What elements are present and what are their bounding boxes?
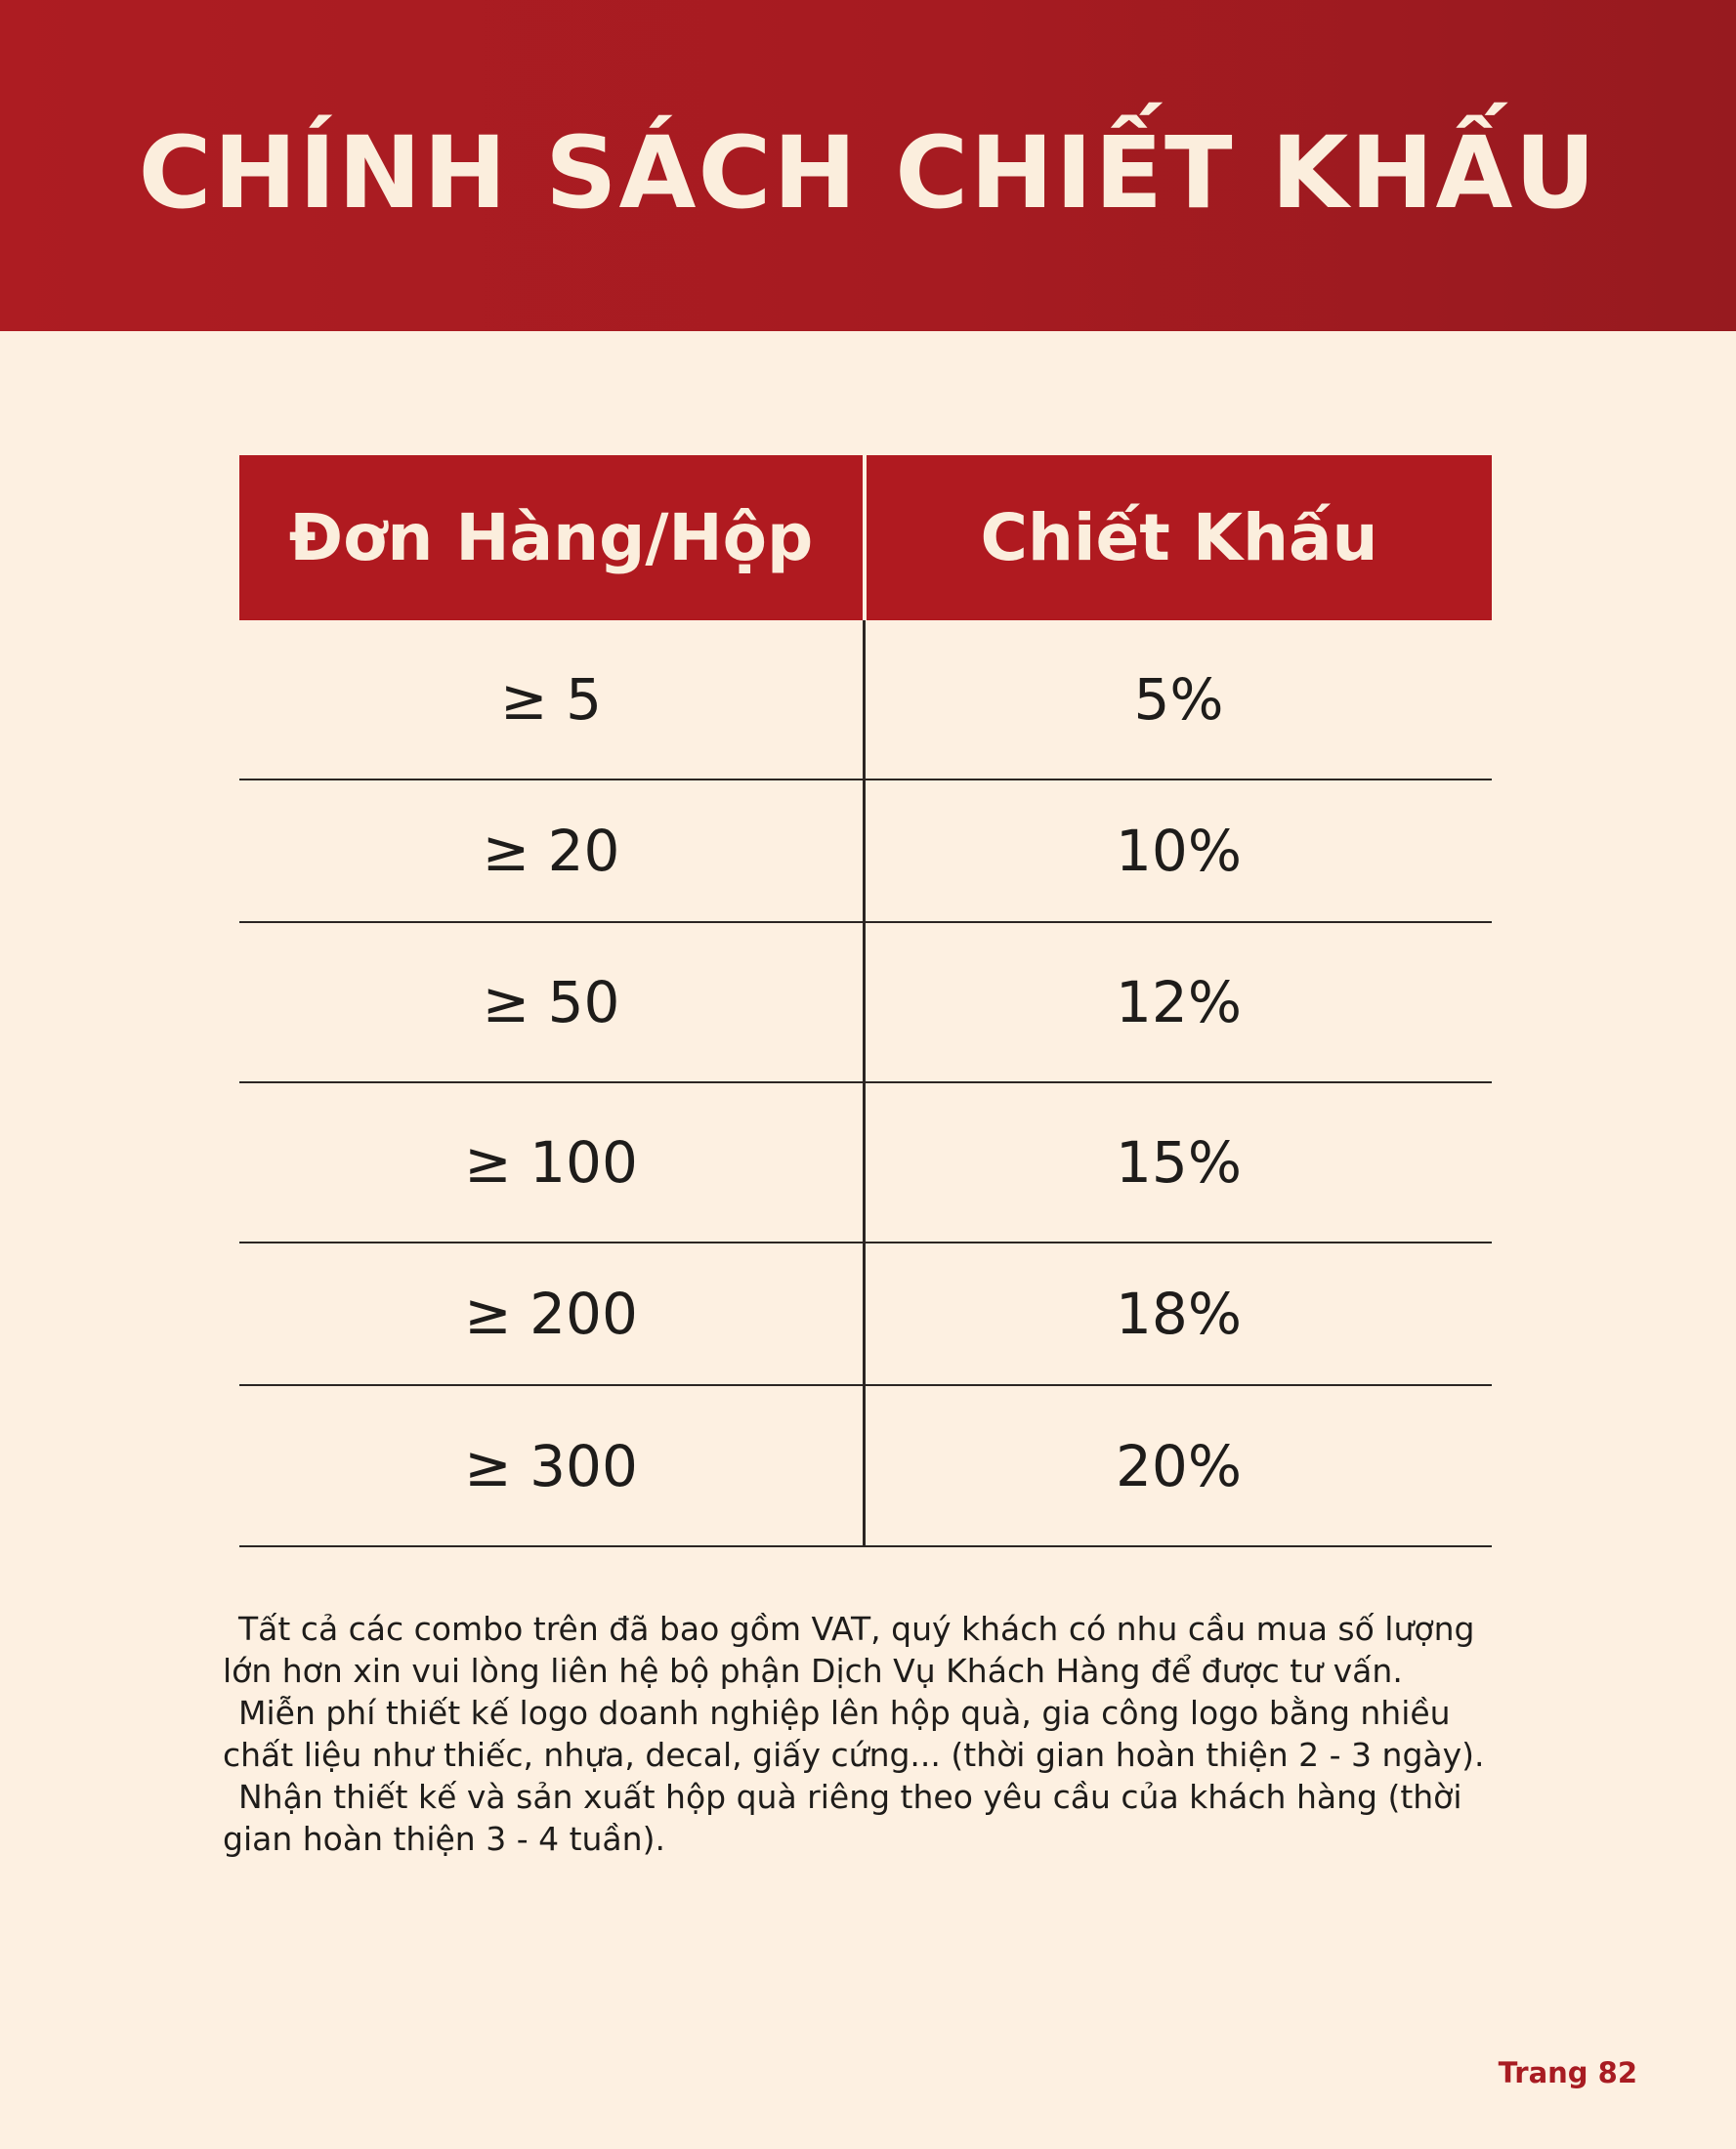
table-row <box>239 620 1492 780</box>
discount-cell: 12% <box>1116 969 1242 1035</box>
note-free-logo-design: Miễn phí thiết kế logo doanh nghiệp lên hộp quà, gia công logo bằng nhiều chất liệu như thiếc, nhựa, decal, giấy cứng... (thời gian hoàn thiện 2 - 3 ngày). <box>223 1694 1485 1774</box>
note-vat: Tất cả các combo trên đã bao gồm VAT, quý khách có nhu cầu mua số lượng lớn hơn xin vui lòng liên hệ bộ phận Dịch Vụ Khách Hàng để được tư vấn. <box>223 1610 1475 1690</box>
table-header <box>239 455 1492 620</box>
page-number: Trang 82 <box>1498 2056 1637 2089</box>
table-row <box>239 1386 1492 1547</box>
column-header-discount: Chiết Khấu <box>980 500 1378 575</box>
order-quantity-cell: ≥ 5 <box>500 666 602 733</box>
order-quantity-cell: ≥ 100 <box>464 1129 638 1196</box>
page-title: CHÍNH SÁCH CHIẾT KHẤU <box>138 115 1598 232</box>
table-row <box>239 923 1492 1083</box>
note-custom-gift-box: Nhận thiết kế và sản xuất hộp quà riêng theo yêu cầu của khách hàng (thời gian hoàn thiện 3 - 4 tuần). <box>223 1778 1462 1858</box>
discount-cell: 18% <box>1116 1281 1242 1347</box>
table-row <box>239 780 1492 923</box>
order-quantity-cell: ≥ 20 <box>482 818 620 884</box>
discount-cell: 20% <box>1116 1432 1242 1499</box>
header-banner <box>0 0 1736 331</box>
discount-cell: 5% <box>1133 666 1224 733</box>
order-quantity-cell: ≥ 200 <box>464 1281 638 1347</box>
table-row <box>239 1243 1492 1386</box>
order-quantity-cell: ≥ 50 <box>482 969 620 1035</box>
discount-cell: 10% <box>1116 818 1242 884</box>
policy-notes <box>223 1608 1493 1860</box>
table-body <box>239 620 1492 1547</box>
order-quantity-cell: ≥ 300 <box>464 1432 638 1499</box>
discount-cell: 15% <box>1116 1129 1242 1196</box>
table-row <box>239 1083 1492 1243</box>
discount-table <box>239 455 1492 1547</box>
column-header-order-quantity: Đơn Hàng/Hộp <box>288 500 814 575</box>
